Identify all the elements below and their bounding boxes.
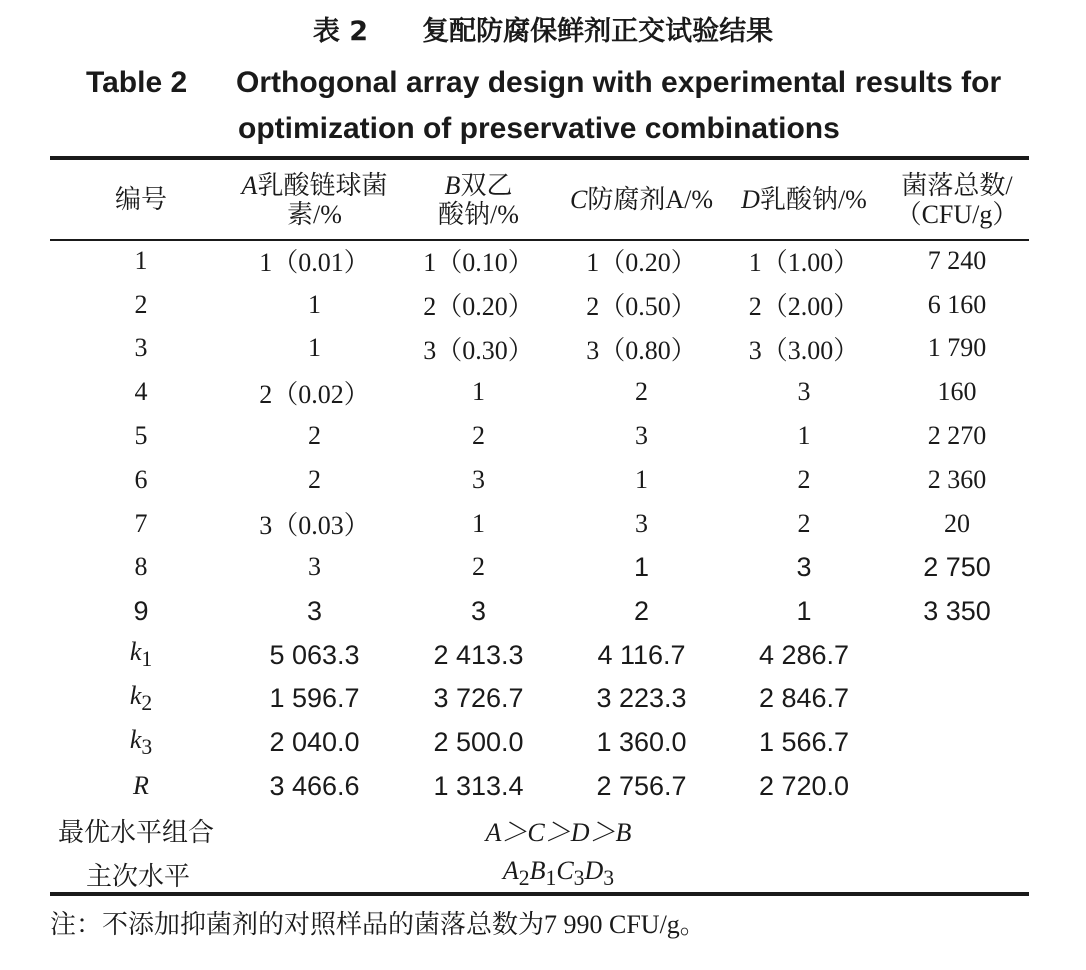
optimal-combination-value: A＞C＞D＞B (485, 817, 632, 847)
optimal-combination-label: 最优水平组合 (58, 817, 215, 847)
header-factor-a-letter: A (241, 170, 258, 200)
cell-no: 9 (133, 595, 149, 626)
primary-secondary-value (232, 852, 885, 896)
stat-a: 5 063.3 (269, 639, 360, 670)
table-row (50, 414, 1029, 458)
cell-count: 1 790 (927, 333, 987, 363)
cell-a: 3 (308, 552, 321, 582)
table-row (50, 327, 1029, 371)
cell-count: 2 270 (927, 421, 987, 451)
stat-a: 3 466.6 (269, 770, 360, 801)
cell-c: 1（0.20） (586, 248, 697, 278)
primary-level-4: 3 (603, 866, 615, 891)
stat-empty (885, 765, 1029, 809)
cell-no: 4 (134, 377, 148, 407)
cell-b: 1（0.10） (423, 248, 534, 278)
table-header-row (50, 160, 1029, 239)
table-row (50, 458, 1029, 502)
cell-b: 2 (472, 421, 485, 451)
header-factor-b-text-2: 酸钠/% (438, 199, 519, 229)
cell-c: 3 (635, 508, 648, 538)
orthogonal-results-table (50, 160, 1029, 896)
cell-c: 3（0.80） (586, 335, 697, 365)
stat-label (50, 721, 232, 765)
stat-d: 2 846.7 (758, 683, 850, 714)
stat-label (50, 765, 232, 809)
cell-b: 1 (472, 377, 485, 407)
header-factor-c (560, 160, 723, 239)
primary-secondary-label: 主次水平 (86, 861, 191, 891)
cell-c: 2（0.50） (586, 292, 697, 322)
stats-row-k3 (50, 721, 1029, 765)
cell-d: 2 (797, 508, 811, 538)
stat-symbol: k (129, 681, 142, 711)
stat-b: 1 313.4 (433, 770, 524, 801)
stat-d: 2 720.0 (758, 770, 850, 801)
summary-empty (885, 852, 1029, 896)
header-factor-d-letter: D (741, 185, 760, 214)
cell-count: 2 360 (927, 464, 987, 494)
header-colony-count (885, 160, 1029, 239)
stats-row-k2 (50, 677, 1029, 721)
cell-a: 3（0.03） (259, 511, 370, 541)
cell-a: 2 (308, 421, 321, 451)
header-factor-c-text: 防腐剂A/% (587, 185, 713, 214)
cell-a: 2（0.02） (259, 379, 370, 409)
stat-symbol: k (129, 637, 142, 667)
cell-a: 1 (308, 333, 321, 363)
header-colony-count-2: （CFU/g） (895, 199, 1019, 229)
cell-no: 2 (134, 289, 148, 319)
summary-empty (885, 808, 1029, 852)
cell-d: 2（2.00） (748, 292, 860, 322)
cell-count: 160 (937, 377, 977, 407)
caption-english-label: Table 2 (86, 66, 188, 99)
cell-a: 2 (308, 464, 321, 494)
optimal-combination-row (50, 808, 1029, 852)
stat-b: 2 413.3 (433, 639, 524, 670)
primary-factor-4: D (584, 856, 604, 886)
caption-english-title-line1: Orthogonal array design with experimental results for (236, 66, 1002, 99)
stat-c: 1 360.0 (596, 727, 687, 758)
table-row (50, 502, 1029, 546)
stat-label (50, 633, 232, 677)
table-footnote: 注：不添加抑菌剂的对照样品的菌落总数为7 990 CFU/g。 (50, 910, 706, 939)
header-factor-b-text-1: 双乙 (460, 170, 513, 200)
cell-b: 3 (472, 464, 485, 494)
cell-d: 1 (797, 421, 811, 451)
primary-level-2: 1 (545, 866, 557, 891)
cell-d: 2 (797, 464, 811, 494)
cell-b: 3 (470, 595, 487, 626)
cell-no: 7 (134, 508, 148, 538)
cell-a: 1（0.01） (259, 248, 370, 278)
stat-c: 4 116.7 (597, 639, 686, 670)
stat-b: 2 500.0 (433, 727, 524, 758)
cell-b: 2 (472, 552, 485, 582)
cell-d: 3 (797, 377, 811, 407)
header-colony-count-1: 菌落总数/ (901, 170, 1013, 200)
stat-a: 1 596.7 (269, 683, 360, 714)
cell-count: 6 160 (927, 289, 987, 319)
header-factor-b-letter: B (444, 170, 461, 200)
cell-d: 1（1.00） (748, 248, 860, 278)
cell-d: 3 (796, 551, 812, 582)
cell-d: 1 (796, 595, 812, 626)
primary-factor-3: C (556, 856, 574, 886)
stat-d: 1 566.7 (758, 727, 850, 758)
stat-c: 3 223.3 (596, 683, 687, 714)
cell-count: 3 350 (923, 595, 991, 626)
header-factor-a-text-1: 乳酸链球菌 (257, 170, 388, 200)
cell-b: 2（0.20） (423, 292, 534, 322)
header-no: 编号 (114, 185, 167, 214)
table-row (50, 589, 1029, 633)
header-factor-a-text-2: 素/% (287, 199, 342, 229)
cell-c: 3 (635, 421, 648, 451)
cell-count: 2 750 (923, 551, 991, 582)
stat-subscript: 1 (141, 647, 153, 672)
header-factor-b (397, 160, 560, 239)
cell-a: 3 (306, 595, 323, 626)
stat-c: 2 756.7 (596, 770, 687, 801)
primary-level-1: 2 (518, 866, 530, 891)
header-factor-d (723, 160, 885, 239)
caption-chinese: 表 2 复配防腐保鲜剂正交试验结果 (312, 16, 774, 47)
table-row (50, 546, 1029, 590)
stat-label (50, 677, 232, 721)
cell-no: 1 (134, 245, 148, 275)
cell-count: 7 240 (927, 245, 987, 275)
cell-c: 1 (635, 464, 648, 494)
cell-b: 1 (472, 508, 485, 538)
table-row (50, 283, 1029, 327)
stat-symbol: k (129, 725, 142, 755)
cell-no: 3 (134, 333, 148, 363)
stats-row-k1 (50, 633, 1029, 677)
header-factor-d-text: 乳酸钠/% (759, 185, 867, 214)
cell-c: 2 (635, 377, 648, 407)
cell-d: 3（3.00） (748, 335, 860, 365)
cell-b: 3（0.30） (423, 335, 534, 365)
primary-level-3: 3 (573, 866, 585, 891)
stats-row-r (50, 765, 1029, 809)
cell-c: 2 (633, 595, 650, 626)
caption-english-title-line2: optimization of preservative combinations (238, 112, 840, 145)
stat-a: 2 040.0 (269, 727, 360, 758)
cell-no: 5 (134, 421, 148, 451)
stat-empty (885, 721, 1029, 765)
cell-no: 6 (134, 464, 148, 494)
primary-factor-1: A (502, 856, 519, 886)
stat-empty (885, 633, 1029, 677)
stat-symbol: R (133, 771, 149, 801)
table-row (50, 239, 1029, 283)
stat-subscript: 3 (141, 735, 153, 760)
stat-subscript: 2 (141, 691, 153, 716)
primary-secondary-row (50, 852, 1029, 896)
stat-b: 3 726.7 (433, 683, 524, 714)
cell-no: 8 (134, 552, 148, 582)
stat-d: 4 286.7 (758, 639, 850, 670)
cell-count: 20 (944, 508, 970, 538)
primary-factor-2: B (529, 856, 546, 886)
header-factor-a (232, 160, 397, 239)
stat-empty (885, 677, 1029, 721)
table-row (50, 370, 1029, 414)
cell-c: 1 (633, 551, 650, 582)
cell-a: 1 (308, 289, 321, 319)
header-factor-c-letter: C (569, 185, 588, 214)
